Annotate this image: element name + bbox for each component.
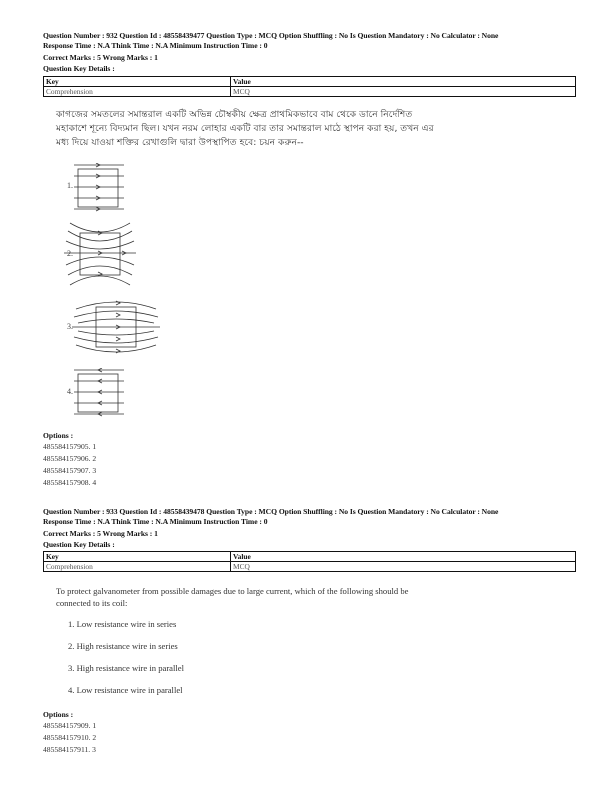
question-text <box>56 585 408 609</box>
question-text-line: connected to its coil: <box>56 598 128 608</box>
choice-item: 1. Low resistance wire in series <box>68 619 177 629</box>
option-item: 485584157908. 4 <box>43 478 97 487</box>
field-lines-diagram-2 <box>60 217 140 295</box>
question-text-line: To protect galvanometer from possible damages due to large current, which of the following should be <box>56 586 409 596</box>
diagram-label-2: 2. <box>67 249 73 258</box>
table-cell-key: Comprehension <box>44 562 231 572</box>
question-header-line1: Question Number : 933 Question Id : 48558439478 Question Type : MCQ Option Shuffling : No Is Question Mandatory : No Calculator : None <box>43 507 499 516</box>
field-lines-diagram-3 <box>60 297 160 357</box>
choice-item: 2. High resistance wire in series <box>68 641 178 651</box>
marks-line: Correct Marks : 5 Wrong Marks : 1 <box>43 529 158 538</box>
table-header-value: Value <box>231 552 576 562</box>
table-cell-value: MCQ <box>231 87 576 97</box>
table-cell-key: Comprehension <box>44 87 231 97</box>
table-cell-value: MCQ <box>231 562 576 572</box>
field-lines-diagram-4 <box>60 368 140 418</box>
key-details-table <box>43 76 576 97</box>
options-label: Options : <box>43 710 74 719</box>
table-header-value: Value <box>231 77 576 87</box>
key-details-label: Question Key Details : <box>43 64 115 73</box>
diagram-label-1: 1. <box>67 181 73 190</box>
diagram-label-3: 3. <box>67 322 73 331</box>
key-details-table <box>43 551 576 572</box>
question-header-line1: Question Number : 932 Question Id : 48558439477 Question Type : MCQ Option Shuffling : No Is Question Mandatory : No Calculator : None <box>43 31 499 40</box>
option-item: 485584157906. 2 <box>43 454 97 463</box>
option-item: 485584157910. 2 <box>43 733 97 742</box>
options-label: Options : <box>43 431 74 440</box>
question-header-line2: Response Time : N.A Think Time : N.A Minimum Instruction Time : 0 <box>43 517 268 526</box>
question-text-line: মধ্য দিয়ে যাওয়া শক্তির রেখাগুলি দ্বারা উপস্থাপিত হবে: চয়ন করুন-- <box>56 137 304 148</box>
question-text-line: মহাকাশে শূন্যে বিদ্যমান ছিল। যখন নরম লোহার একটি বার তার সমান্তরাল মাঠে স্থাপন করা হয়, তখন এর <box>56 123 434 134</box>
diagram-label-4: 4. <box>67 387 73 396</box>
marks-line: Correct Marks : 5 Wrong Marks : 1 <box>43 53 158 62</box>
option-item: 485584157905. 1 <box>43 442 97 451</box>
option-item: 485584157909. 1 <box>43 721 97 730</box>
table-header-key: Key <box>44 552 231 562</box>
option-item: 485584157907. 3 <box>43 466 97 475</box>
question-text-line: কাগজের সমতলের সমান্তরাল একটি অভিন্ন চৌম্বকীয় ক্ষেত্র প্রাথমিকভাবে বাম থেকে ডানে নির্দেশিত <box>56 109 413 120</box>
table-header-key: Key <box>44 77 231 87</box>
key-details-label: Question Key Details : <box>43 540 115 549</box>
question-text <box>56 108 434 150</box>
question-header-line2: Response Time : N.A Think Time : N.A Minimum Instruction Time : 0 <box>43 41 268 50</box>
option-item: 485584157911. 3 <box>43 745 96 754</box>
choice-item: 3. High resistance wire in parallel <box>68 663 184 673</box>
choice-item: 4. Low resistance wire in parallel <box>68 685 183 695</box>
field-lines-diagram-1 <box>60 163 140 213</box>
